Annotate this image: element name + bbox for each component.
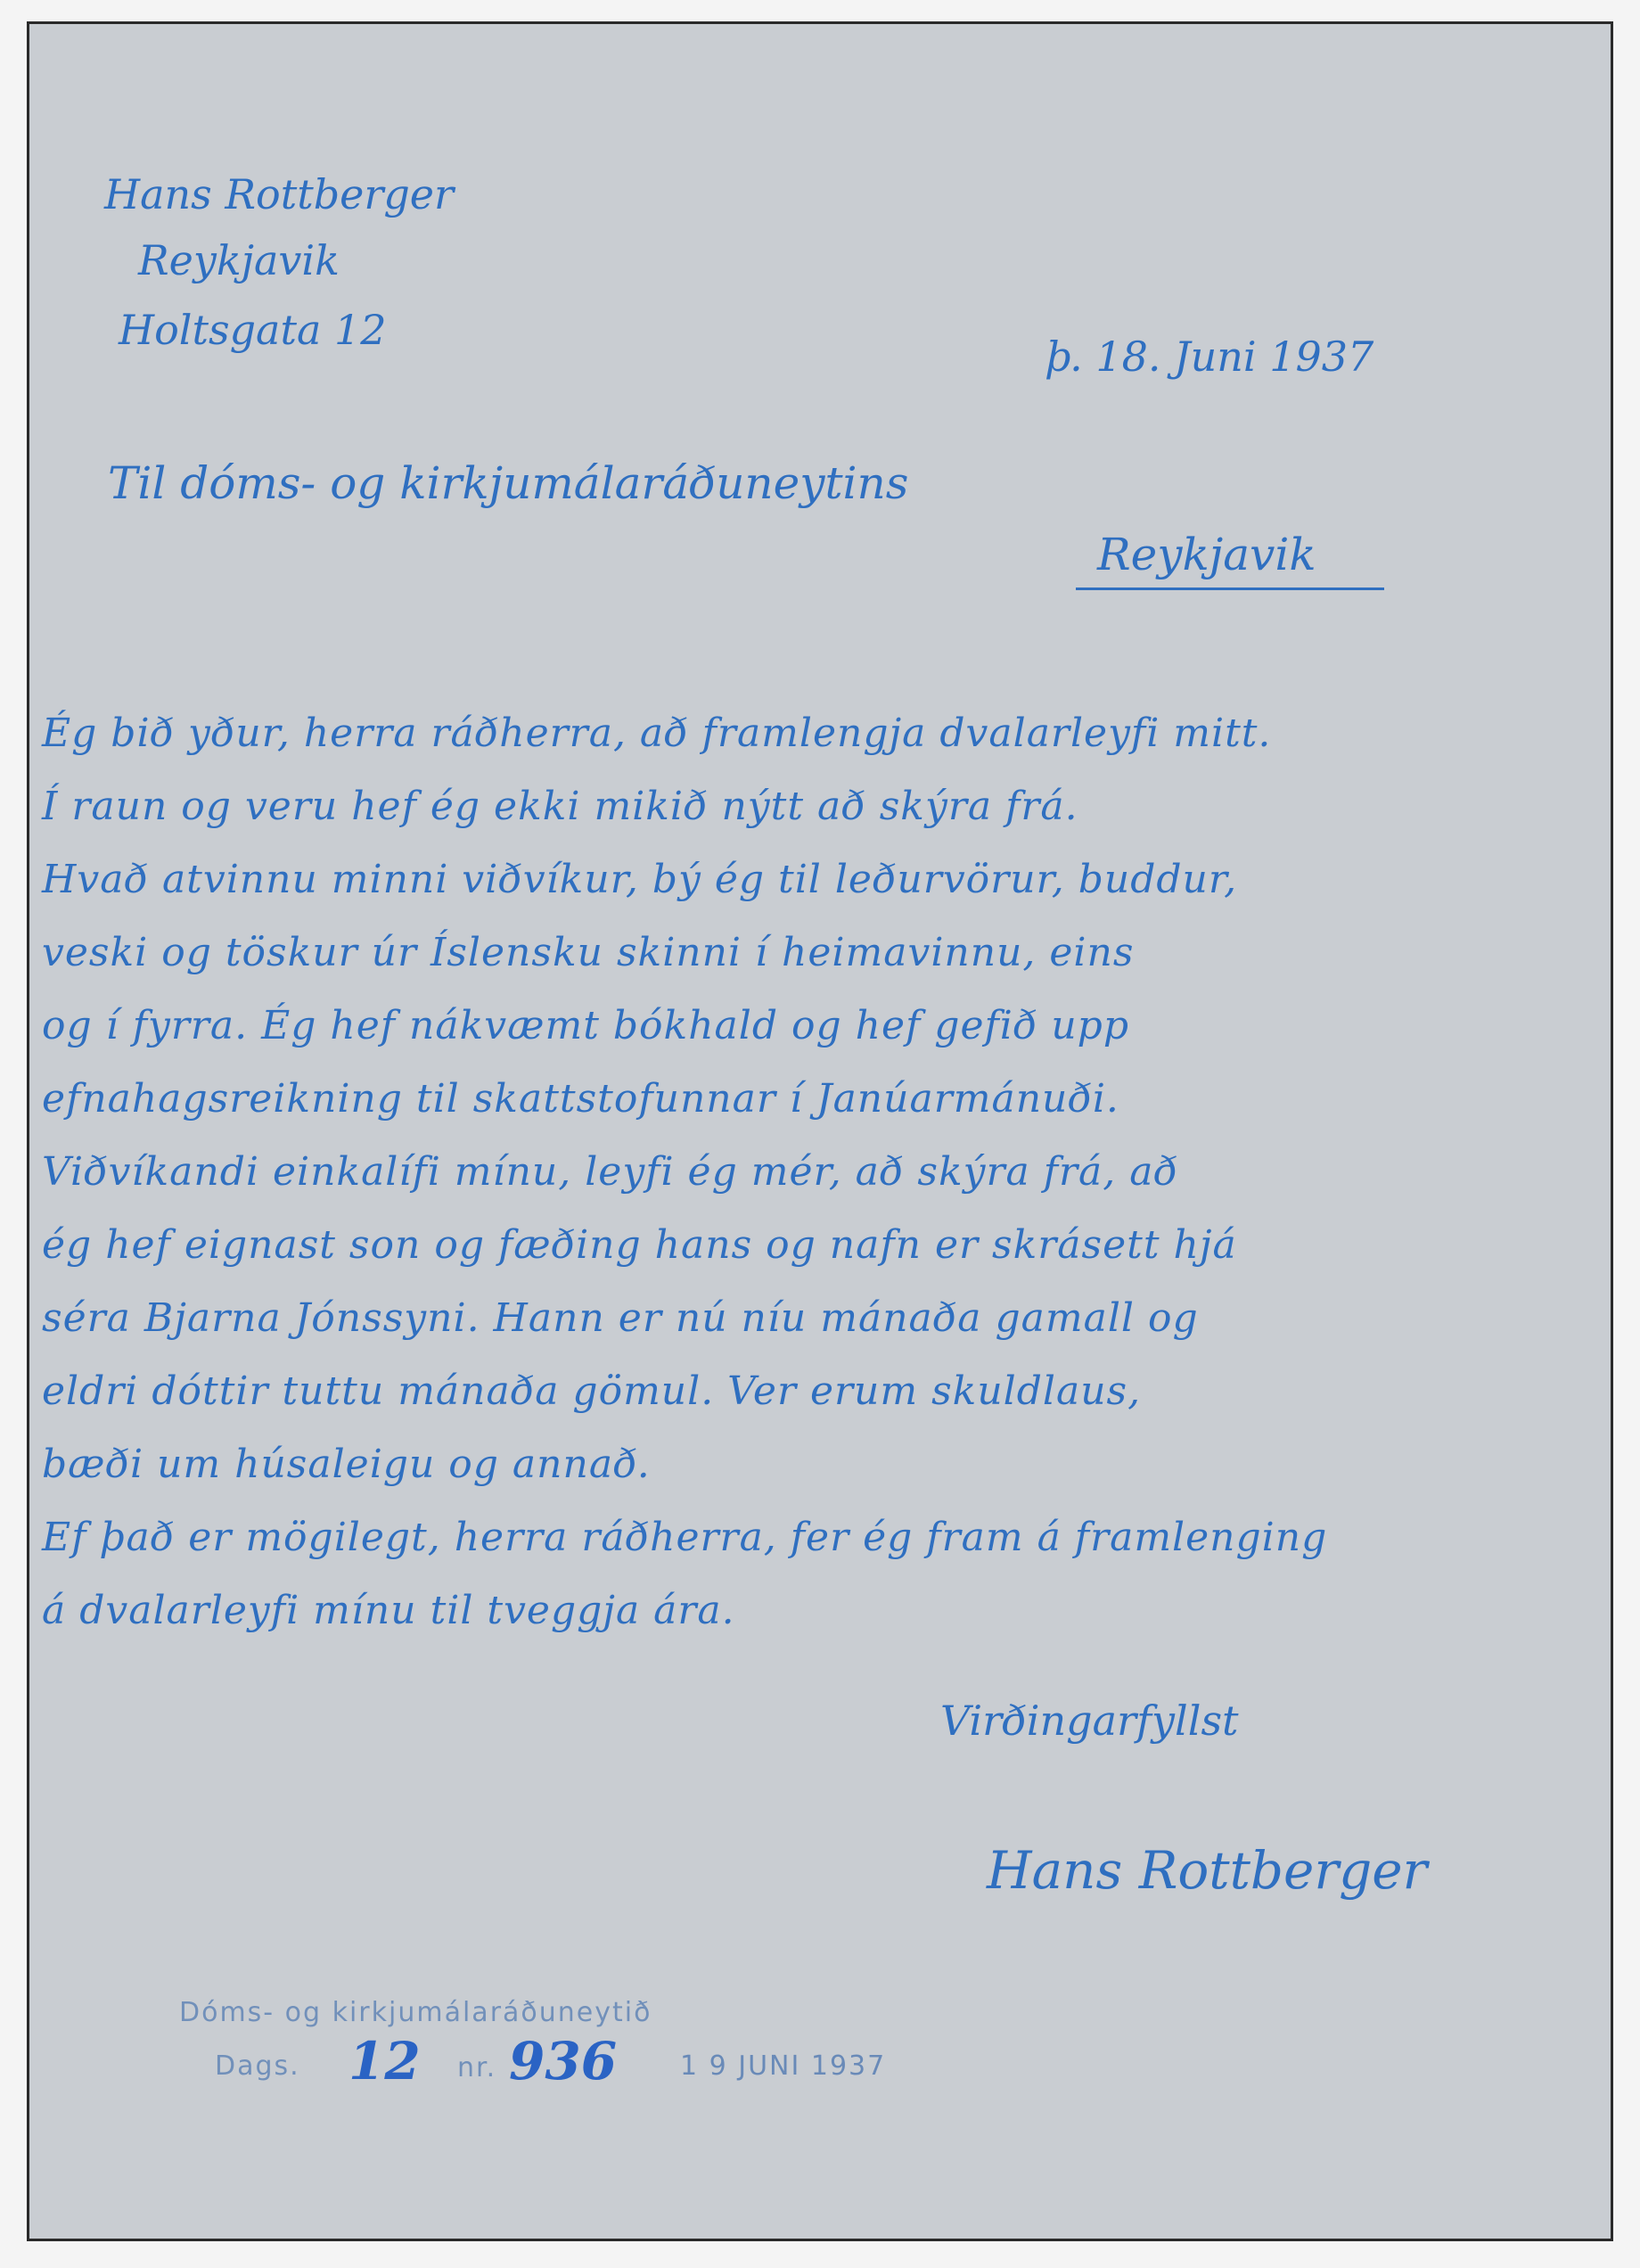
sender-city: Reykjavik [138, 236, 340, 284]
body-line: á dvalarleyfi mínu til tveggja ára. [42, 1588, 735, 1633]
body-line: Í raun og veru hef ég ekki mikið nýtt að skýra frá. [42, 784, 1078, 829]
body-line: bæði um húsaleigu og annað. [42, 1442, 651, 1487]
body-line: eldri dóttir tuttu mánaða gömul. Ver erum skuldlaus, [42, 1368, 1142, 1414]
sender-name: Hans Rottberger [104, 170, 455, 218]
stamp-received-date: 1 9 JUNI 1937 [680, 2050, 887, 2082]
letter-date: þ. 18. Juni 1937 [1046, 333, 1374, 381]
addressee-city: Reykjavik [1097, 529, 1316, 580]
stamp-nr-label: nr. [457, 2052, 497, 2083]
stamp-dags-value: 12 [348, 2031, 421, 2091]
stamp-nr-value: 936 [509, 2031, 618, 2091]
body-line: og í fyrra. Ég hef nákvæmt bókhald og hef gefið upp [42, 1003, 1129, 1048]
addressee-underline [1076, 588, 1384, 590]
body-line: Hvað atvinnu minni viðvíkur, bý ég til leðurvörur, buddur, [42, 857, 1238, 902]
closing-salutation: Virðingarfyllst [940, 1697, 1239, 1745]
body-line: ég hef eignast son og fæðing hans og nafn er skrásett hjá [42, 1222, 1237, 1268]
addressee-line: Til dóms- og kirkjumálaráðuneytins [108, 457, 909, 509]
body-line: veski og töskur úr Íslensku skinni í heimavinnu, eins [42, 930, 1135, 975]
body-line: séra Bjarna Jónssyni. Hann er nú níu mánaða gamall og [42, 1295, 1199, 1341]
letter-page [27, 21, 1613, 2241]
body-line: Ef það er mögilegt, herra ráðherra, fer ég fram á framlenging [42, 1515, 1328, 1560]
stamp-dags-label: Dags. [215, 2050, 300, 2082]
signature: Hans Rottberger [987, 1840, 1428, 1901]
body-line: Viðvíkandi einkalífi mínu, leyfi ég mér, að skýra frá, að [42, 1149, 1178, 1195]
body-line: efnahagsreikning til skattstofunnar í Janúarmánuði. [42, 1076, 1119, 1122]
stamp-header: Dóms- og kirkjumálaráðuneytið [179, 1997, 652, 2028]
sender-street: Holtsgata 12 [119, 306, 387, 354]
body-line: Ég bið yður, herra ráðherra, að framlengja dvalarleyfi mitt. [42, 711, 1272, 756]
